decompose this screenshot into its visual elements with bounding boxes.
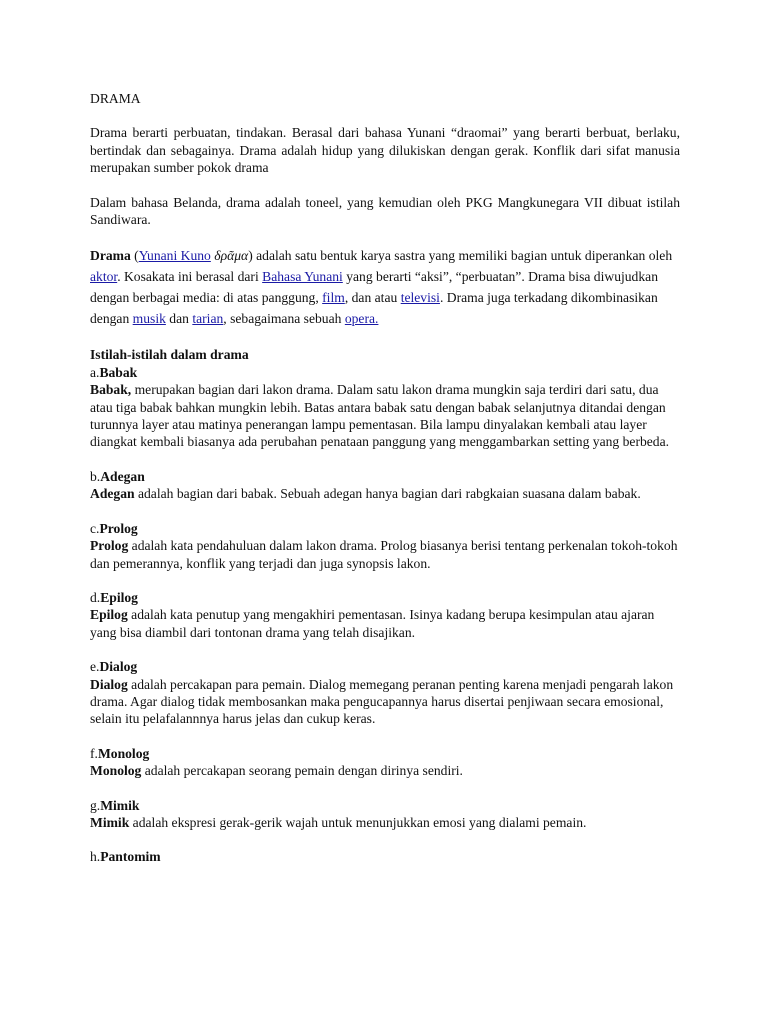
intro-paragraph-2: Dalam bahasa Belanda, drama adalah toneel, yang kemudian oleh PKG Mangkunegara VII dibuat istilah Sandiwara. <box>90 194 680 228</box>
term-definition <box>90 676 680 728</box>
term-heading <box>90 658 680 675</box>
drama-bold-term: Drama <box>90 248 131 264</box>
intro3-text-6: , dan atau <box>344 290 401 306</box>
intro3-text-9: , sebagaimana sebuah <box>223 311 345 327</box>
term-def-text: adalah percakapan seorang pemain dengan dirinya sendiri. <box>141 763 463 779</box>
term-adegan <box>90 468 680 503</box>
document-page <box>90 90 680 883</box>
term-def-bold: Babak, <box>90 382 132 398</box>
term-dialog <box>90 658 680 728</box>
term-letter: h. <box>90 849 101 865</box>
term-babak <box>90 364 680 451</box>
term-heading <box>90 589 680 606</box>
term-letter: a. <box>90 364 100 380</box>
intro3-text-1: ( <box>130 248 139 264</box>
term-name: Dialog <box>99 659 138 675</box>
term-def-bold: Prolog <box>90 538 129 554</box>
link-yunani-kuno[interactable]: Yunani Kuno <box>138 248 211 264</box>
intro3-text-5: yang berarti “aksi”, “perbuatan”. Drama bisa diwujudkan dengan berbagai media: di atas panggung, <box>90 269 658 306</box>
term-mimik <box>90 797 680 832</box>
intro3-text-7: . Drama juga terkadang dikombinasikan dengan <box>90 290 658 327</box>
term-definition <box>90 606 680 641</box>
term-heading <box>90 520 680 537</box>
intro3-text-8: dan <box>165 311 193 327</box>
term-letter: d. <box>90 589 101 605</box>
term-heading <box>90 364 680 381</box>
link-televisi[interactable]: televisi <box>400 290 440 306</box>
term-definition <box>90 537 680 572</box>
intro3-text-4: . Kosakata ini berasal dari <box>117 269 263 285</box>
term-pantomim <box>90 848 680 865</box>
intro-paragraph-3 <box>90 245 680 329</box>
term-def-text: adalah kata pendahuluan dalam lakon drama. Prolog biasanya berisi tentang perkenalan tokoh-tokoh dan pemerannya, konflik yang terjadi dan juga synopsis lakon. <box>90 538 678 571</box>
term-def-bold: Monolog <box>90 763 142 779</box>
term-def-text: adalah ekspresi gerak-gerik wajah untuk menunjukkan emosi yang dialami pemain. <box>129 814 587 830</box>
term-heading <box>90 468 680 485</box>
term-heading <box>90 848 680 865</box>
term-letter: f. <box>90 745 98 761</box>
term-definition <box>90 381 680 451</box>
term-name: Babak <box>99 364 138 380</box>
term-def-text: merupakan bagian dari lakon drama. Dalam satu lakon drama mungkin saja terdiri dari satu, dua atau tiga babak bahkan mungkin lebih. Batas antara babak satu dengan babak selanjutnya ditandai dengan turunnya layer atau matinya penerangan lampu pementasan. Bila lampu dinyalakan kembali atau layer diangkat kembali biasanya ada perubahan penataan panggung yang menggambarkan setting yang berbeda. <box>90 382 670 450</box>
term-def-text: adalah kata penutup yang mengakhiri pementasan. Isinya kadang berupa kesimpulan atau ajaran yang bisa diambil dari tontonan drama yang telah disajikan. <box>90 607 655 640</box>
term-epilog <box>90 589 680 641</box>
intro-paragraph-1: Drama berarti perbuatan, tindakan. Berasal dari bahasa Yunani “draomai” yang berarti berbuat, berlaku, bertindak dan sebagainya. Drama adalah hidup yang dilukiskan dengan gerak. Konflik dari sifat manusia merupakan sumber pokok drama <box>90 125 680 176</box>
term-name: Prolog <box>99 520 138 536</box>
term-monolog <box>90 745 680 780</box>
greek-word: δρᾶμα <box>214 248 249 264</box>
term-name: Pantomim <box>100 849 161 865</box>
term-name: Monolog <box>97 745 150 761</box>
term-def-bold: Dialog <box>90 676 128 692</box>
term-def-bold: Mimik <box>90 814 130 830</box>
link-bahasa-yunani[interactable]: Bahasa Yunani <box>262 269 343 285</box>
term-definition <box>90 485 680 502</box>
link-tarian[interactable]: tarian <box>192 311 224 327</box>
term-letter: e. <box>90 659 100 675</box>
term-def-bold: Epilog <box>90 607 128 623</box>
term-letter: b. <box>90 468 101 484</box>
term-definition <box>90 814 680 831</box>
term-letter: g. <box>90 797 101 813</box>
link-musik[interactable]: musik <box>132 311 166 327</box>
term-heading <box>90 745 680 762</box>
term-definition <box>90 762 680 779</box>
term-name: Epilog <box>100 589 138 605</box>
link-aktor[interactable]: aktor <box>90 269 118 285</box>
link-film[interactable]: film <box>322 290 345 306</box>
term-def-text: adalah percakapan para pemain. Dialog memegang peranan penting karena menjadi pengarah lakon drama. Agar dialog tidak membosankan maka pengucapannya harus disertai penjiwaan secara emosional, selain itu pelafalannnya harus jelas dan cukup keras. <box>90 676 674 727</box>
term-name: Adegan <box>100 468 145 484</box>
document-title: DRAMA <box>90 91 141 106</box>
term-letter: c. <box>90 520 100 536</box>
term-heading <box>90 797 680 814</box>
term-name: Mimik <box>100 797 140 813</box>
link-opera[interactable]: opera. <box>344 311 379 327</box>
section-title: Istilah-istilah dalam drama <box>90 347 249 363</box>
term-def-text: adalah bagian dari babak. Sebuah adegan hanya bagian dari rabgkaian suasana dalam babak. <box>134 486 641 502</box>
term-prolog <box>90 520 680 572</box>
intro3-text-3: ) adalah satu bentuk karya sastra yang memiliki bagian untuk diperankan oleh <box>248 248 673 264</box>
term-def-bold: Adegan <box>90 486 135 502</box>
